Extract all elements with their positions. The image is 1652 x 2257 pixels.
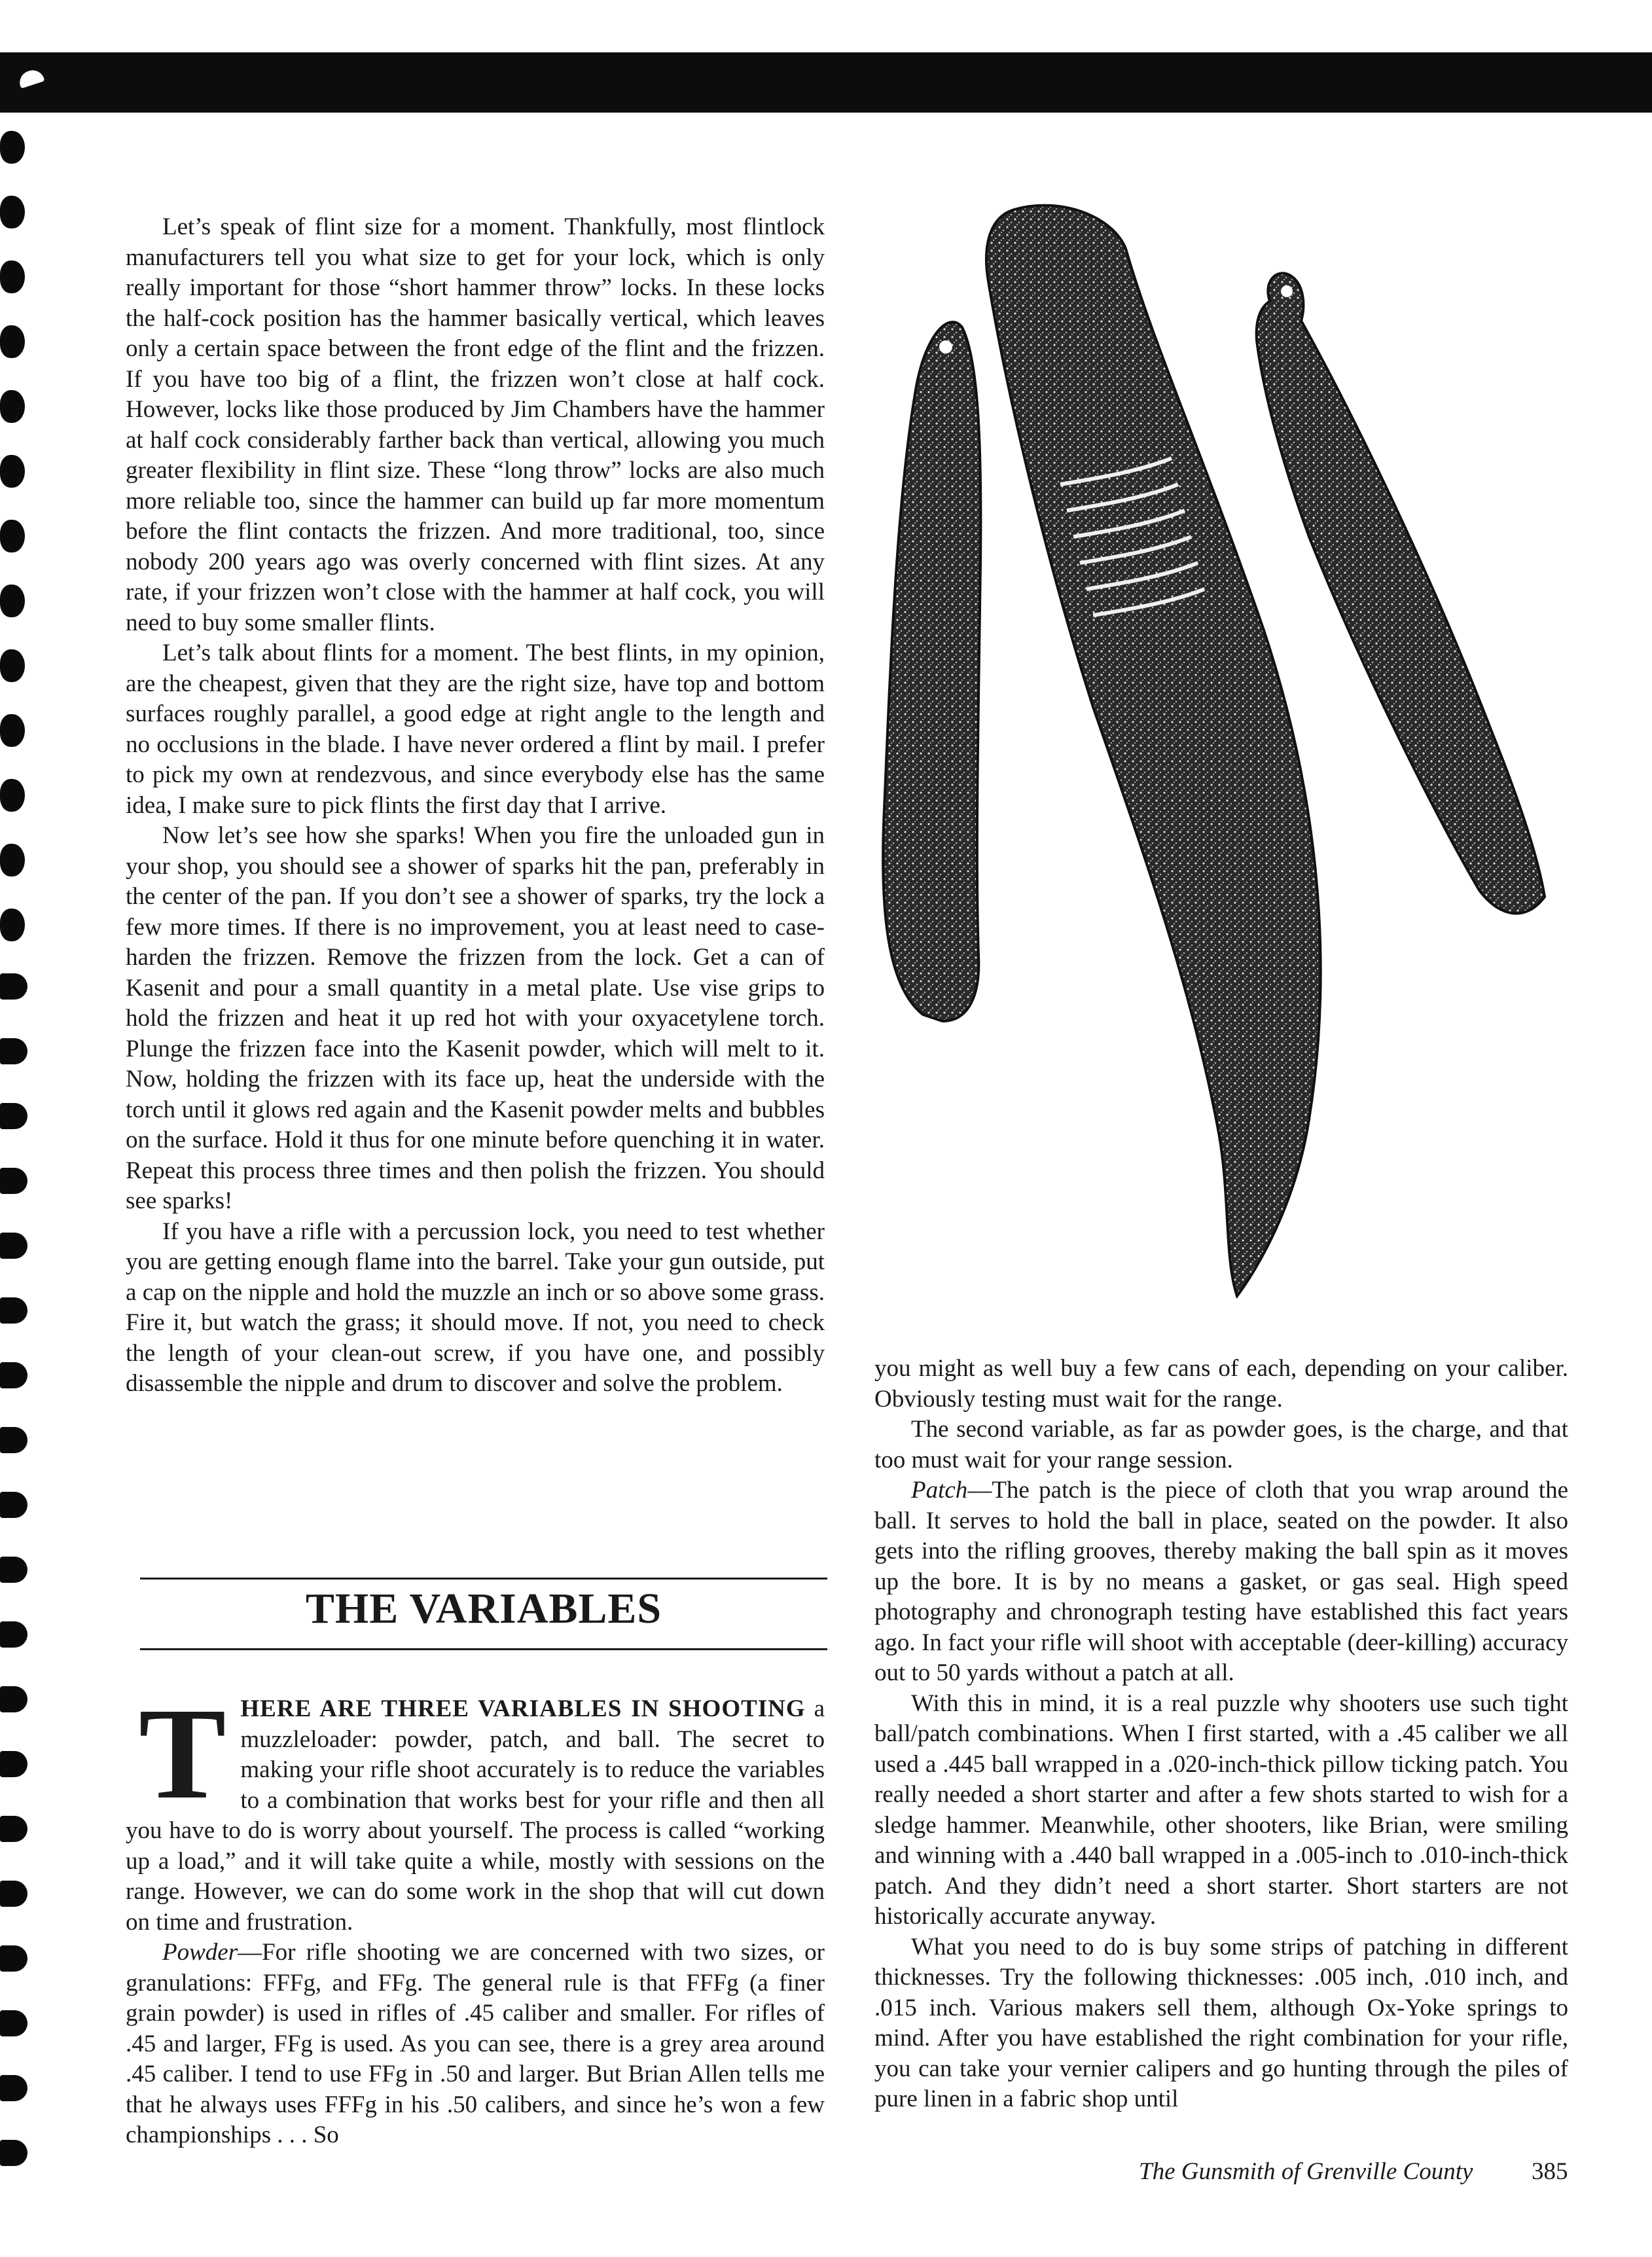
spiral-binding-hole-icon: [0, 649, 25, 682]
patch-text: —The patch is the piece of cloth that you wrap around the ball. It serves to hold the ball in place, seated on the powder. It also gets into the rifling grooves, thereby making the ball spin as it moves up the bore. It is by no means a gasket, or gas seal. High speed photography and chronograph testing have established this fact years ago. In fact your rifle will shoot with acceptable (deer-killing) accuracy out to 50 yards without a patch at all.: [874, 1477, 1568, 1686]
spiral-binding-hole-icon: [0, 1103, 27, 1129]
spiral-binding-hole-icon: [0, 1038, 27, 1064]
antique-knives-photo: [864, 170, 1577, 1309]
spiral-binding-hole-icon: [0, 1362, 27, 1388]
spiral-binding-hole-icon: [0, 1557, 27, 1583]
intro-text: a muzzleloader: powder, patch, and ball. The secret to making your rifle shoot accurately is to reduce the variables to a combination that works best for your rifle and then all you have to do is worry about yourself. The process is called “working up a load,” and it will take quite a while, mostly with sessions on the range. However, we can do some work in the shop that will cut down on time and frustration.: [126, 1695, 825, 1936]
spiral-binding-hole-icon: [0, 909, 25, 941]
left-column-bottom: [126, 1682, 825, 2151]
spiral-binding-hole-icon: [0, 1751, 27, 1777]
powder-label: Powder: [162, 1939, 238, 1966]
spiral-binding-hole-icon: [0, 1686, 27, 1712]
spiral-binding: [0, 131, 52, 2257]
spiral-binding-hole-icon: [0, 779, 25, 812]
section-heading: THE VARIABLES: [305, 1585, 662, 1633]
heading-rule-top: [140, 1578, 827, 1580]
spiral-binding-hole-icon: [0, 1816, 27, 1842]
spiral-binding-hole-icon: [0, 1427, 27, 1453]
spiral-binding-hole-icon: [0, 196, 25, 228]
heading-rule-bottom: [140, 1648, 827, 1650]
powder-text: —For rifle shooting we are concerned with two sizes, or granulations: FFFg, and FFg. The general rule is that FFFg (a finer grain powder) is used in rifles of .45 caliber and smaller. For rifles of .45 and larger, FFg is used. As you can see, there is a grey area around .45 caliber. I tend to use FFg in .50 and larger. But Brian Allen tells me that he always uses FFFg in his .50 calibers, and since he’s won a few championships . . . So: [126, 1939, 825, 2148]
spiral-binding-hole-icon: [0, 714, 25, 747]
paragraph-flint-size: Let’s speak of flint size for a moment. Thankfully, most flintlock manufacturers tell you what size to get for your lock, which is only really important for those “short hammer throw” locks. In these locks the half-cock position has the hammer basically vertical, which leaves only a certain space between the front edge of the flint and the frizzen. If you have too big of a flint, the frizzen won’t close at half cock. However, locks like those produced by Jim Chambers have the hammer at half cock considerably farther back than vertical, allowing you much greater flexibility in flint size. These “long throw” locks are also much more reliable too, since the hammer can build up far more momentum before the flint contacts the frizzen. And more traditional, too, since nobody 200 years ago was overly concerned with flint sizes. At any rate, if your frizzen won’t close with the hammer at half cock, you will need to buy some smaller flints.: [126, 213, 825, 636]
spiral-binding-hole-icon: [0, 1492, 27, 1518]
spiral-binding-hole-icon: [0, 1945, 27, 1972]
spiral-binding-hole-icon: [0, 973, 27, 1000]
paragraph-flints: Let’s talk about flints for a moment. The best flints, in my opinion, are the cheapest, given that they are the right size, have top and bottom surfaces roughly parallel, a good edge at right angle to the length and no occlusions in the blade. I have never ordered a flint by mail. I prefer to pick my own at rendezvous, and since everybody else has the same idea, I make sure to pick flints the first day that I arrive.: [126, 640, 825, 819]
spiral-binding-hole-icon: [0, 1168, 27, 1194]
paragraph-percussion: If you have a rifle with a percussion lock, you need to test whether you are getting enough flame into the barrel. Take your gun outside, put a cap on the nipple and hold the muzzle an inch or so above some grass. Fire it, but watch the grass; it should move. If not, you need to check the length of your clean-out screw, if you have one, and possibly disassemble the nipple and drum to discover and solve the problem.: [126, 1218, 825, 1397]
lead-in: HERE ARE THREE VARIABLES IN SHOOTING: [240, 1695, 806, 1722]
paragraph-charge: The second variable, as far as powder goes, is the charge, and that too must wait for your range session.: [874, 1416, 1568, 1473]
drop-cap: T: [139, 1682, 226, 1826]
spiral-binding-hole-icon: [0, 261, 25, 293]
paragraph-continuation: you might as well buy a few cans of each, depending on your caliber. Obviously testing must wait for the range.: [874, 1355, 1568, 1413]
spiral-binding-hole-icon: [0, 2010, 27, 2036]
spiral-binding-hole-icon: [0, 131, 25, 164]
paragraph-sparks: Now let’s see how she sparks! When you fire the unloaded gun in your shop, you should see a shower of sparks hit the pan, preferably in the center of the pan. If you don’t see a shower of sparks, try the lock a few more times. If there is no improvement, you at least need to case-harden the frizzen. Remove the frizzen from the lock. Get a can of Kasenit and pour a small quantity in a metal plate. Use vise grips to hold the frizzen and heat it up red hot with your oxyacetylene torch. Plunge the frizzen face into the Kasenit powder, which will melt to it. Now, holding the frizzen with its face up, heat the underside with the torch until it glows red again and the Kasenit powder melts and bubbles on the surface. Hold it thus for one minute before quenching it in water. Repeat this process three times and then polish the frizzen. You should see sparks!: [126, 822, 825, 1214]
patch-label: Patch: [911, 1477, 968, 1504]
spiral-binding-hole-icon: [0, 455, 25, 488]
spiral-binding-hole-icon: [0, 1621, 27, 1648]
spiral-binding-hole-icon: [0, 2075, 27, 2101]
left-knife: [883, 322, 980, 1021]
spiral-binding-hole-icon: [0, 844, 25, 876]
spiral-binding-hole-icon: [0, 2140, 27, 2166]
spiral-binding-hole-icon: [0, 520, 25, 552]
spiral-binding-hole-icon: [0, 390, 25, 423]
variables-intro: [126, 1682, 825, 1938]
spiral-binding-hole-icon: [0, 585, 25, 617]
spiral-binding-hole-icon: [0, 1297, 27, 1324]
paragraph-patch: [874, 1475, 1568, 1689]
paragraph-ball-patch: With this in mind, it is a real puzzle why shooters use such tight ball/patch combinations. When I first started, with a .45 caliber we all used a .445 ball wrapped in a .020-inch-thick pillow ticking patch. You really needed a short starter and after a few shots started to wish for a sledge hammer. Meanwhile, other shooters, like Brian, were smiling and winning with a .440 ball wrapped in a .005-inch to .010-inch-thick patch. And they didn’t need a short starter. Short starters are not historically accurate anyway.: [874, 1689, 1568, 1930]
spiral-binding-hole-icon: [0, 1881, 27, 1907]
left-column-top: [126, 212, 825, 1399]
page-number: 385: [1532, 2158, 1568, 2185]
spiral-binding-hole-icon: [0, 325, 25, 358]
spiral-binding-hole-icon: [0, 1233, 27, 1259]
right-column: [874, 1354, 1568, 2115]
top-black-bar: [0, 52, 1652, 113]
running-footer-title: The Gunsmith of Grenville County: [1139, 2158, 1473, 2185]
paragraph-powder: [126, 1938, 825, 2151]
paragraph-patching-strips: What you need to do is buy some strips of patching in different thicknesses. Try the following thicknesses: .005 inch, .010 inch, and .015 inch. Various makers sell them, although Ox-Yoke springs to mind. After you have established the right combination for your rifle, you can take your vernier calipers and go hunting through the piles of pure linen in a fabric shop until: [874, 1933, 1568, 2112]
